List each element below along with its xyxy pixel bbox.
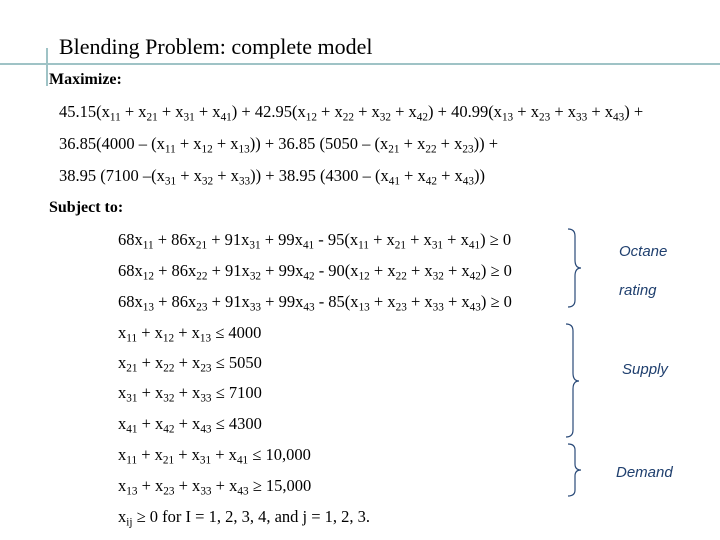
maximize-label: Maximize:: [49, 71, 122, 88]
rating-label: rating: [619, 282, 657, 299]
supply-brace: [564, 323, 584, 438]
objective-line: $45.15(x_{11} + x_{21} + x_{31} + x_{41}) + 42.95(x_{12} + x_{22} + x_{32} + x_{42}) + 40.99(x_{13} + x_{23} + x_{33} + x_{43})$ +: [59, 102, 644, 124]
constraint-line: $x_{11} + x_{12} + x_{13} \le 4000$: [118, 323, 262, 345]
page-title: Blending Problem: complete model: [59, 34, 373, 59]
constraint-line: $x_{31} + x_{32} + x_{33} \le 7100$: [118, 383, 262, 405]
constraint-line: $68x_{13} + 86x_{23} + 91x_{33} + 99x_{43} - 85(x_{13} + x_{23} + x_{33} + x_{43}) \ge 0$: [118, 292, 512, 314]
constraint-line: $x_{41} + x_{42} + x_{43} \le 4300$: [118, 414, 262, 436]
octane-brace: [566, 228, 586, 308]
constraint-line: $x_{21} + x_{22} + x_{23} \le 5050$: [118, 353, 262, 375]
objective-line: 38.95 (7100 $-(x_{31} + x_{32} + x_{33})) + 38.95$ $(4300 - (x_{41} + x_{42} + x_{43}))$: [59, 166, 485, 188]
title-underline: [0, 63, 720, 65]
supply-label: Supply: [622, 361, 668, 378]
constraint-line: $x_{13} + x_{23} + x_{33} + x_{43} \ge 15,000$: [118, 476, 312, 498]
constraint-line: $68x_{12} + 86x_{22} + 91x_{32} + 99x_{42} - 90(x_{12} + x_{22} + x_{32} + x_{42}) \ge 0$: [118, 261, 512, 283]
demand-brace: [566, 443, 586, 497]
demand-label: Demand: [616, 464, 673, 481]
constraint-line: $68x_{11} + 86x_{21} + 91x_{31} + 99x_{41} - 95(x_{11} + x_{21} + x_{31} + x_{41}) \ge 0$: [118, 230, 512, 252]
title-accent-line: [46, 48, 48, 86]
objective-line: $36.85(4000 - (x_{11} + x_{12} + x_{13})) + 36.85$ $(5050 - (x_{21} + x_{22} + x_{23}))$ +: [59, 134, 498, 156]
octane-label: Octane: [619, 243, 668, 260]
constraint-line: $x_{11} + x_{21} + x_{31} + x_{41} \le 10,000$: [118, 445, 311, 467]
constraint-line: $x_{ij} \ge 0$ for I = 1, 2, 3, 4, and j = 1, 2, 3.: [118, 507, 371, 529]
subject-to-label: Subject to:: [49, 199, 124, 216]
